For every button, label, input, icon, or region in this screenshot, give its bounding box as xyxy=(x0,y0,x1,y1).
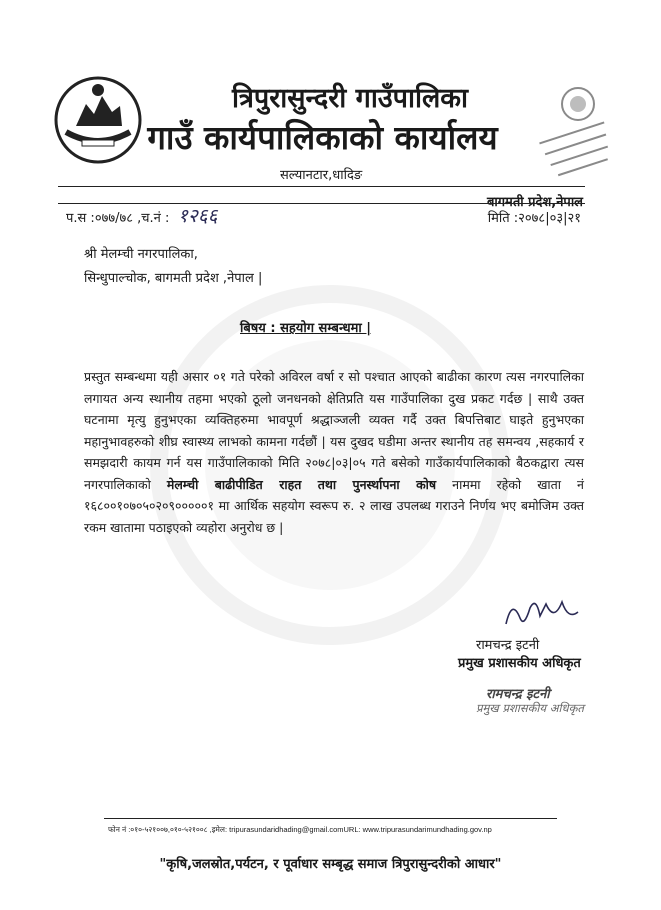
seal-name: रामचन्द्र इटनी xyxy=(486,687,550,702)
header-divider-2 xyxy=(58,203,585,204)
dispatch-number-handwritten: १२६६ xyxy=(178,205,218,227)
body-text-part2: नाममा रहेको खाता नं १६८००१०७०५०२०९०००००१ मा आर्थिक सहयोग स्वरूप रु. २ लाख उपलब्ध गराउने निर्णय भए बमोजिम उक्त रकम खातामा पठाइएको व्यहोरा अनुरोध छ | xyxy=(84,476,584,535)
header-divider xyxy=(58,186,585,187)
letter-date: मिति :२०७८|०३|२१ xyxy=(487,211,581,226)
body-text-part1: प्रस्तुत सम्बन्धमा यही असार ०१ गते परेको अविरल वर्षा र सो पश्चात आएको बाढीका कारण त्यस नगरपालिका लगायत अन्य स्थानीय तहमा भएको ठूलो जनधनको क्षेतिप्रति यस गाउँपालिका दुख प्रकट गर्दछ | साथै उक्त घटनामा मृत्यु हुनुभएका व्यक्तिहरुमा भावपूर्ण श्रद्धाञ्जली व्यक्त गर्दै उक्त बिपत्तिबाट घाइते हुनुभएका महानुभावहरुको शीघ्र स्वास्थ्य लाभको कामना गर्दछौं | यस दुखद घडीमा अन्तर स्थानीय तह समन्वय ,सहकार्य र समझदारी कायम गर्न यस गाउँपालिकाको मिति २०७८|०३|०५ गते बसेको गाउँकार्यपालिकाको बैठकद्वारा त्यस नगरपालिकाको xyxy=(84,369,584,492)
office-title: गाउँ कार्यपालिकाको कार्यालय xyxy=(147,118,498,157)
letter-body xyxy=(84,366,584,538)
handwritten-signature xyxy=(502,594,582,634)
footer-divider xyxy=(104,818,557,819)
office-name: त्रिपुरासुन्दरी गाउँपालिका xyxy=(232,83,468,114)
footer-contact: फोन नं :०१०-५२१००७,०१०-५२१००८ ,इमेल: tripurasundaridhading@gmail.comURL: www.tripurasundarimundhading.gov.np xyxy=(108,825,492,834)
seal-title: प्रमुख प्रशासकीय अधिकृत xyxy=(476,701,584,715)
letter-subject: बिषय : सहयोग सम्बन्धमा | xyxy=(240,321,371,336)
signatory-title: प्रमुख प्रशासकीय अधिकृत xyxy=(458,656,581,671)
office-address: सल्यानटार,धादिङ xyxy=(280,168,363,183)
fund-name: मेलम्ची बाढीपीडित राहत तथा पुनर्स्थापना कोष xyxy=(166,476,437,492)
recipient-name: श्री मेलम्ची नगरपालिका, xyxy=(84,247,198,262)
recipient-address: सिन्धुपाल्चोक, बागमती प्रदेश ,नेपाल | xyxy=(84,271,263,286)
province-label: बागमती प्रदेश,नेपाल xyxy=(486,195,583,210)
footer-motto: "कृषि,जलस्रोत,पर्यटन, र पूर्वाधार सम्बृद्ध समाज त्रिपुरासुन्दरीको आधार" xyxy=(159,857,502,872)
signatory-name: रामचन्द्र इटनी xyxy=(476,638,540,653)
reference-number: प.स :०७७/७८ ,च.नं : xyxy=(66,211,170,226)
office-stamp xyxy=(538,82,618,182)
